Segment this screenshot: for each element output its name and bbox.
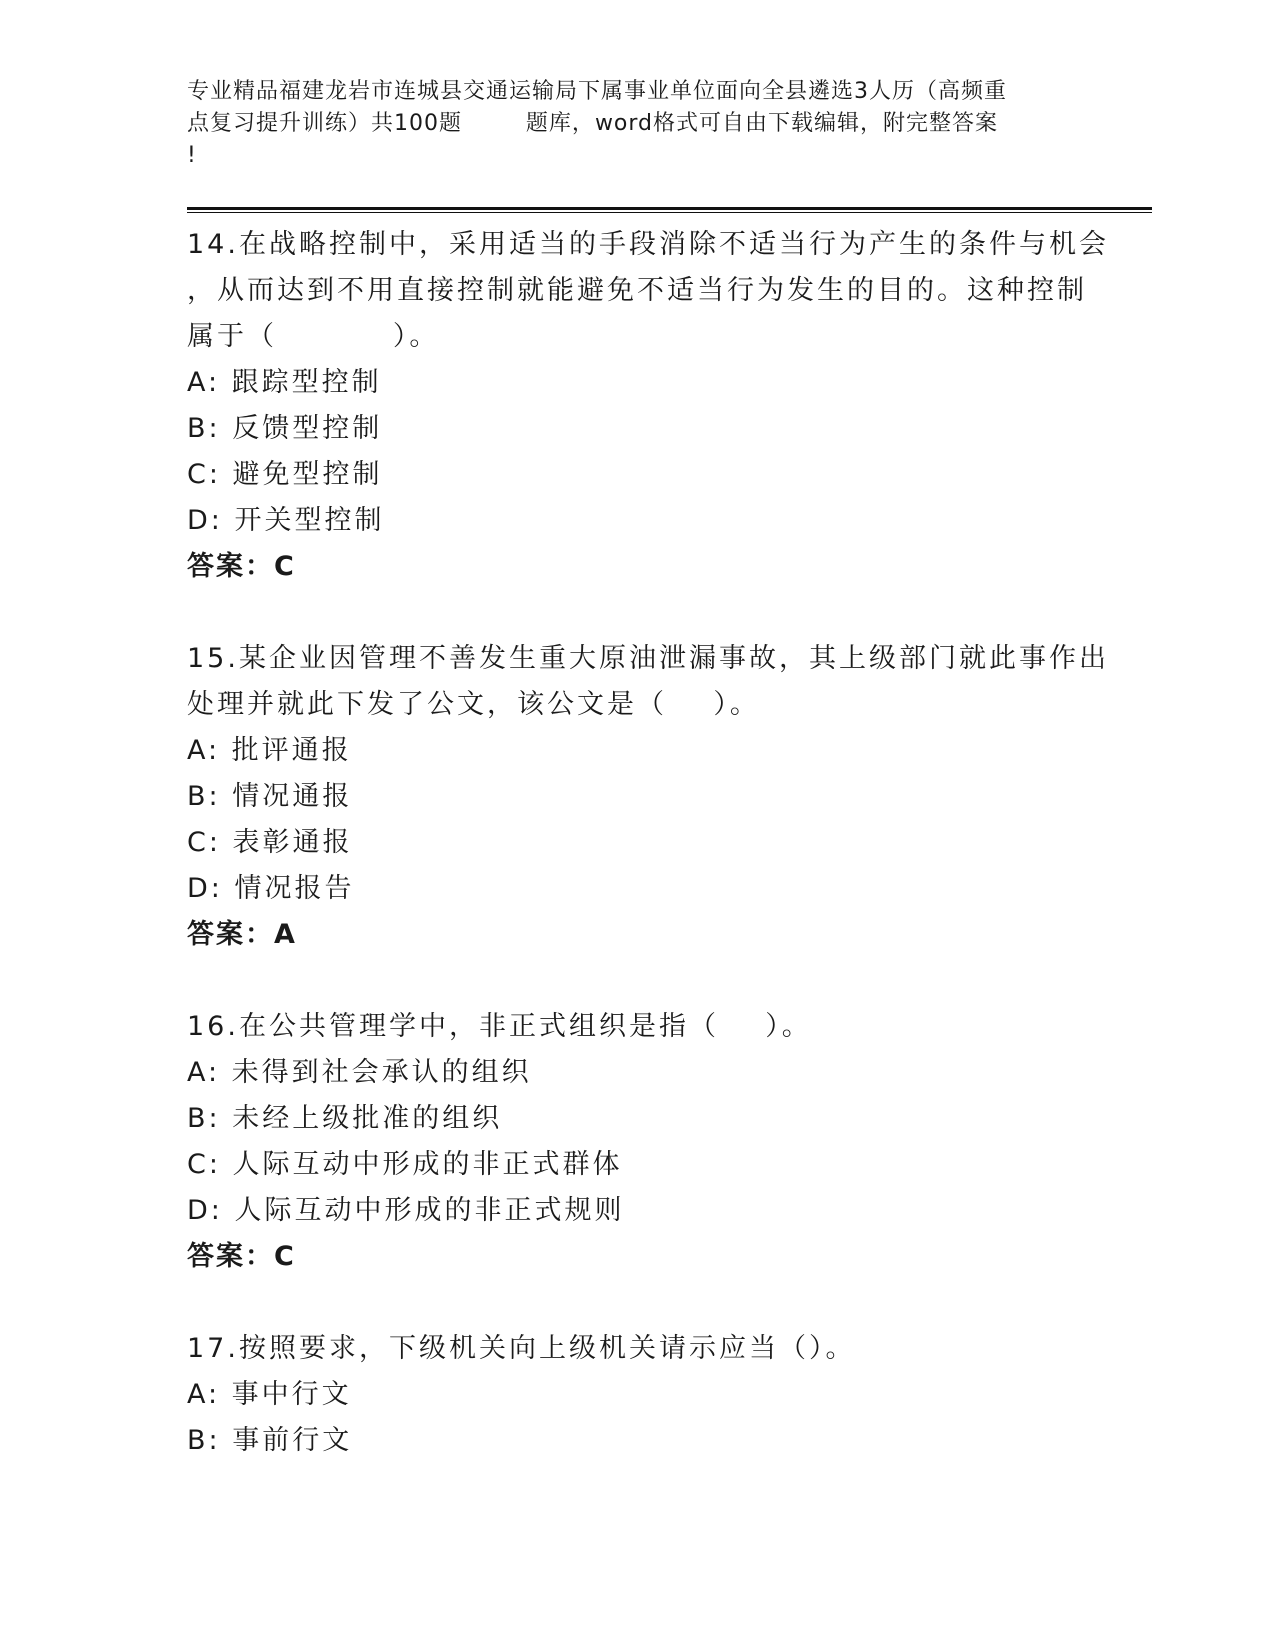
option-d: D: 人际互动中形成的非正式规则: [187, 1195, 625, 1226]
option-b: B: 情况通报: [187, 781, 353, 812]
option-d: D: 情况报告: [187, 873, 355, 904]
question-text: 15.某企业因管理不善发生重大原油泄漏事故，其上级部门就此事作出: [187, 643, 1109, 674]
question-15: [187, 636, 1109, 958]
question-text: 17.按照要求，下级机关向上级机关请示应当（）。: [187, 1333, 856, 1364]
question-17: [187, 1326, 1087, 1464]
spacer: [187, 590, 1087, 636]
header-divider: [187, 207, 1152, 213]
header-line: 点复习提升训练）共100题 题库，word格式可自由下载编辑，附完整答案: [187, 111, 999, 136]
answer-label: 答案：C: [187, 1241, 296, 1272]
option-c: C: 表彰通报: [187, 827, 353, 858]
header-line: 专业精品福建龙岩市连城县交通运输局下属事业单位面向全县遴选3人历（高频重: [187, 79, 1007, 104]
question-14: [187, 222, 1109, 590]
option-d: D: 开关型控制: [187, 505, 385, 536]
option-a: A: 未得到社会承认的组织: [187, 1057, 532, 1088]
option-a: A: 跟踪型控制: [187, 367, 382, 398]
question-16: [187, 1004, 1087, 1280]
header-line: !: [187, 143, 197, 168]
spacer: [187, 1280, 1087, 1326]
question-list: [187, 222, 1109, 1464]
option-a: A: 事中行文: [187, 1379, 352, 1410]
question-text: 16.在公共管理学中，非正式组织是指（ ）。: [187, 1011, 812, 1042]
option-c: C: 人际互动中形成的非正式群体: [187, 1149, 623, 1180]
spacer: [187, 958, 1087, 1004]
question-text: 14.在战略控制中，采用适当的手段消除不适当行为产生的条件与机会: [187, 229, 1109, 260]
answer-label: 答案：A: [187, 919, 297, 950]
question-text: ，从而达到不用直接控制就能避免不适当行为发生的目的。这种控制: [187, 275, 1087, 306]
option-c: C: 避免型控制: [187, 459, 383, 490]
option-b: B: 未经上级批准的组织: [187, 1103, 503, 1134]
question-text: 属于（ ）。: [187, 321, 440, 352]
option-b: B: 事前行文: [187, 1425, 353, 1456]
answer-label: 答案：C: [187, 551, 296, 582]
option-a: A: 批评通报: [187, 735, 352, 766]
document-header: [187, 76, 1087, 172]
question-text: 处理并就此下发了公文，该公文是（ ）。: [187, 689, 760, 720]
option-b: B: 反馈型控制: [187, 413, 383, 444]
